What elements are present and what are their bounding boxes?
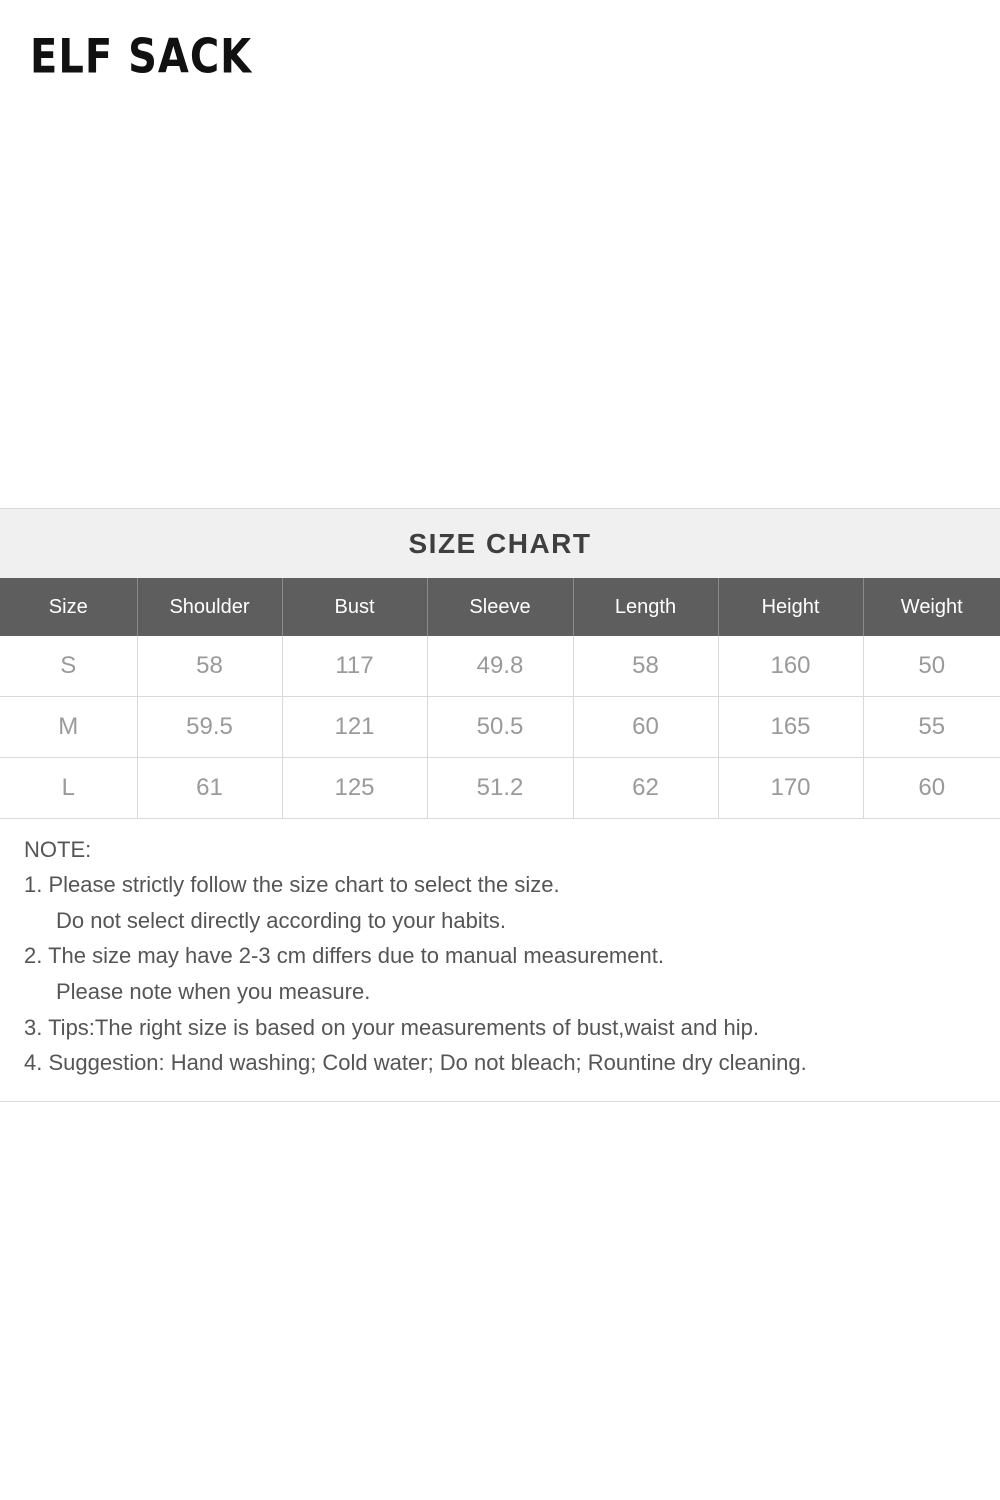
note-line: 3. Tips:The right size is based on your measurements of bust,waist and hip. xyxy=(24,1014,759,1040)
size-chart-table xyxy=(0,578,1000,819)
cell-length: 60 xyxy=(573,697,718,758)
cell-bust: 121 xyxy=(282,697,427,758)
column-header-length: Length xyxy=(573,578,718,636)
cell-bust: 125 xyxy=(282,758,427,819)
cell-length: 62 xyxy=(573,758,718,819)
note-line: Please note when you measure. xyxy=(56,978,371,1004)
column-header-sleeve: Sleeve xyxy=(427,578,573,636)
column-header-bust: Bust xyxy=(282,578,427,636)
brand-logo: ELF SACK xyxy=(30,30,253,85)
note-line: Do not select directly according to your habits. xyxy=(56,907,507,933)
column-header-height: Height xyxy=(718,578,863,636)
notes-section xyxy=(0,819,1000,1102)
cell-weight: 50 xyxy=(863,636,1000,697)
size-chart-section xyxy=(0,508,1000,1102)
cell-sleeve: 51.2 xyxy=(427,758,573,819)
notes-title: NOTE: xyxy=(24,837,92,862)
cell-height: 170 xyxy=(718,758,863,819)
column-header-shoulder: Shoulder xyxy=(137,578,282,636)
cell-bust: 117 xyxy=(282,636,427,697)
cell-sleeve: 50.5 xyxy=(427,697,573,758)
note-line: 1. Please strictly follow the size chart to select the size. xyxy=(24,872,560,897)
table-row xyxy=(0,636,1000,697)
cell-length: 58 xyxy=(573,636,718,697)
cell-size: L xyxy=(0,758,137,819)
cell-size: M xyxy=(0,697,137,758)
cell-sleeve: 49.8 xyxy=(427,636,573,697)
note-line: 4. Suggestion: Hand washing; Cold water; Do not bleach; Rountine dry cleaning. xyxy=(24,1050,807,1076)
cell-shoulder: 61 xyxy=(137,758,282,819)
table-row xyxy=(0,758,1000,819)
page-title: SIZE CHART xyxy=(408,527,592,559)
column-header-size: Size xyxy=(0,578,137,636)
cell-height: 160 xyxy=(718,636,863,697)
cell-height: 165 xyxy=(718,697,863,758)
column-header-weight: Weight xyxy=(863,578,1000,636)
cell-size: S xyxy=(0,636,137,697)
note-line: 2. The size may have 2-3 cm differs due to manual measurement. xyxy=(24,943,664,969)
cell-shoulder: 58 xyxy=(137,636,282,697)
size-chart-title-bar xyxy=(0,508,1000,578)
cell-weight: 60 xyxy=(863,758,1000,819)
table-row xyxy=(0,697,1000,758)
table-header-row xyxy=(0,578,1000,636)
cell-shoulder: 59.5 xyxy=(137,697,282,758)
cell-weight: 55 xyxy=(863,697,1000,758)
